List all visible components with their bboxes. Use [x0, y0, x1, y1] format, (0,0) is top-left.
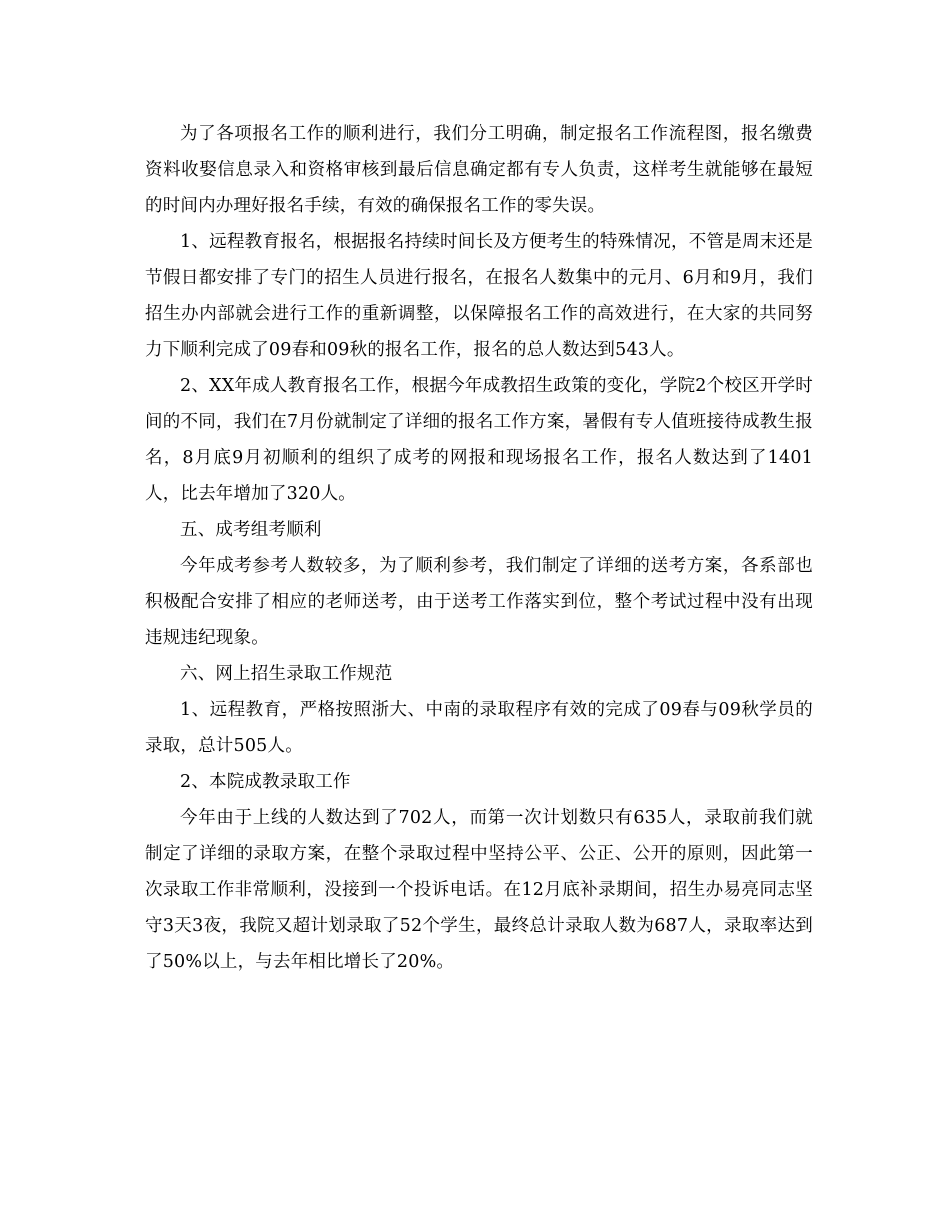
paragraph-exam-organization: 今年成考参考人数较多，为了顺利参考，我们制定了详细的送考方案，各系部也积极配合安排了相应的老师送考，由于送考工作落实到位，整个考试过程中没有出现违规违纪现象。 — [145, 556, 813, 648]
paragraph-remote-education-registration: 1、远程教育报名，根据报名持续时间长及方便考生的特殊情况，不管是周末还是节假日都安排了专门的招生人员进行报名，在报名人数集中的元月、6月和9月，我们招生办内部就会进行工作的重新调整，以保障报名工作的高效进行，在大家的共同努力下顺利完成了09春和09秋的报名工作，报名的总人数达到543人。 — [145, 232, 813, 360]
section-heading-exam-organization: 五、成考组考顺利 — [180, 520, 322, 540]
section-heading-online-admission: 六、网上招生录取工作规范 — [180, 664, 393, 684]
paragraph-registration-process: 为了各项报名工作的顺利进行，我们分工明确，制定报名工作流程图，报名缴费资料收娶信息录入和资格审核到最后信息确定都有专人负责，这样考生就能够在最短的时间内办理好报名手续，有效的确保报名工作的零失误。 — [145, 124, 813, 216]
paragraph-college-admission: 今年由于上线的人数达到了702人，而第一次计划数只有635人，录取前我们就制定了详细的录取方案，在整个录取过程中坚持公平、公正、公开的原则，因此第一次录取工作非常顺利，没接到一个投诉电话。在12月底补录期间，招生办易亮同志坚守3天3夜，我院又超计划录取了52个学生，最终总计录取人数为687人，录取率达到了50%以上，与去年相比增长了20%。 — [145, 808, 813, 972]
subheading-college-admission: 2、本院成教录取工作 — [180, 772, 351, 792]
document-body — [145, 116, 813, 980]
paragraph-adult-education-registration: 2、XX年成人教育报名工作，根据今年成教招生政策的变化，学院2个校区开学时间的不同，我们在7月份就制定了详细的报名工作方案，暑假有专人值班接待成教生报名，8月底9月初顺利的组织了成考的网报和现场报名工作，报名人数达到了1401人，比去年增加了320人。 — [145, 376, 813, 504]
paragraph-remote-education-admission: 1、远程教育，严格按照浙大、中南的录取程序有效的完成了09春与09秋学员的录取，总计505人。 — [145, 700, 813, 756]
